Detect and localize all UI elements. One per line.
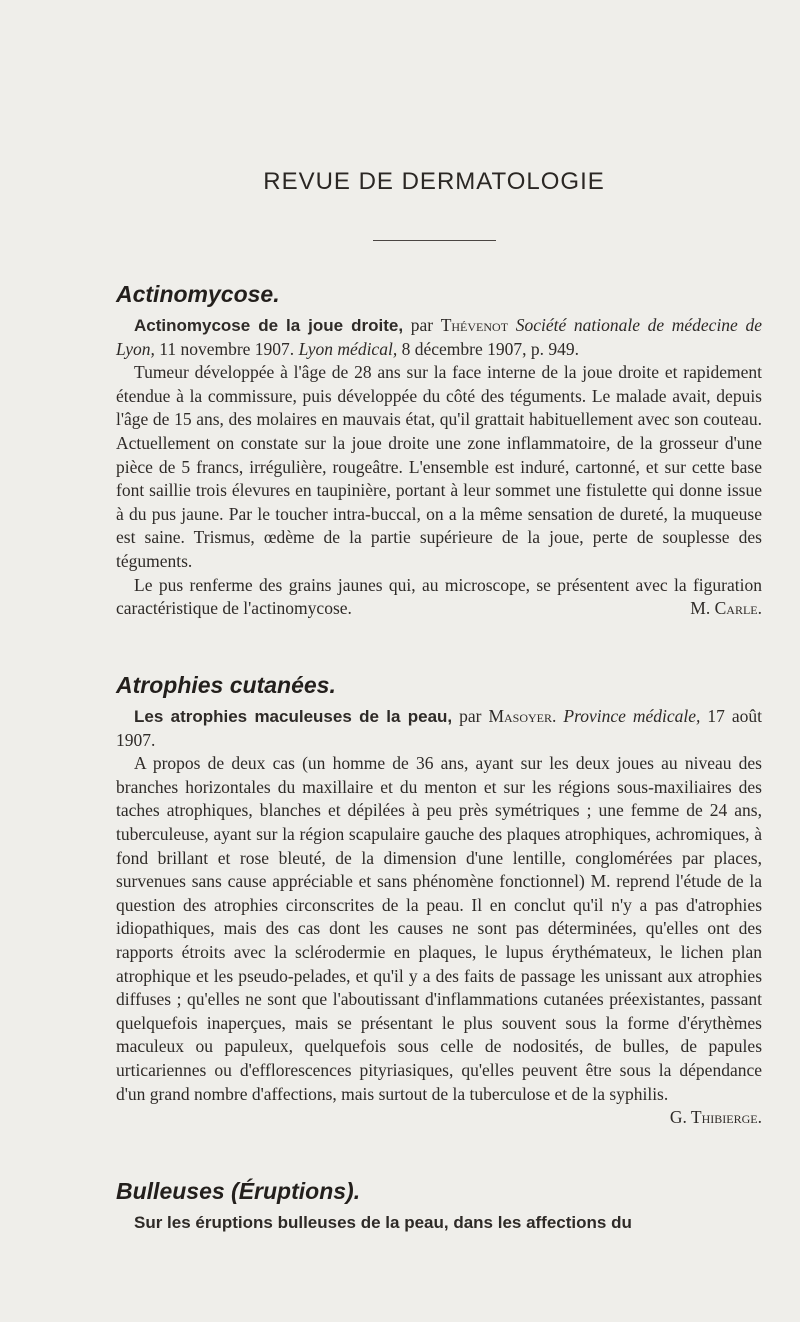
paragraph <box>116 574 762 621</box>
page-title: REVUE DE DERMATOLOGIE <box>263 168 605 195</box>
paragraph-text: A propos de deux cas (un homme de 36 ans, ayant sur les deux joues au niveau des branches horizontales du maxillaire et du menton et sur les régions sous-maxiliaires des taches atrophiques, blanches et dépilées à peu près symétriques ; une femme de 24 ans, tuberculeuse, ayant sur la région scapulaire gauche des plaques atrophiques, achromiques, à fond brillant et rose bleuté, de la dimension d'une lentille, conglomérées par places, survenues sans cause appréciable et sans phénomène fonctionnel) M. reprend l'étude de la question des atrophies circonscrites de la peau. Il en conclut qu'il n'y a pas d'atrophies idiopathiques, mais des cas dont les causes ne sont pas déterminées, qu'elles ont des rapports étroits avec la sclérodermie en plaques, le lupus érythémateux, le lichen plan atrophique et les pseudo-pelades, et qu'il y a des faits de passage les unissant aux atrophies diffuses ; qu'elles ne sont que l'aboutissant d'inflammations cutanées préexistantes, passant quelquefois inaperçues, mais se présentant le plus souvent sous la forme d'érythèmes maculeux ou papuleux, quelquefois sous celle de nodosités, de bulles, de papules urticariennes ou d'efflorescences pityriasiques, qu'elles peuvent être sous la dépendance d'un grand nombre d'affections, mais surtout de la tuberculose et de la syphilis. <box>116 753 762 1104</box>
article-journal: Lyon médical, <box>298 338 398 359</box>
author-signature: G. Thibierge. <box>669 1107 762 1128</box>
section-body-atrophies <box>116 705 762 1130</box>
article-title: Sur les éruptions bulleuses de la peau, dans les affections du <box>134 1213 632 1232</box>
article-citation <box>116 1211 762 1235</box>
article-source: Province médicale, <box>563 706 701 726</box>
section-heading-atrophies: Atrophies cutanées. <box>116 672 336 698</box>
article-title: Actinomycose de la joue droite, <box>134 316 404 335</box>
section-body-actinomycose <box>116 314 762 621</box>
article-date: 11 novembre 1907. <box>154 338 299 359</box>
title-divider <box>373 240 496 241</box>
section-heading-actinomycose: Actinomycose. <box>116 281 280 307</box>
section-body-bulleuses <box>116 1211 762 1235</box>
article-by: par <box>403 315 441 335</box>
article-author: Thévenot <box>440 315 509 335</box>
paragraph: Tumeur développée à l'âge de 28 ans sur la face interne de la joue droite et rapidement étendue à la commissure, puis développée du côté des téguments. Le malade avait, depuis l'âge de 15 ans, des molaires en mauvais état, qu'il grattait habituellement avec son couteau. Actuellement on constate sur la joue droite une zone inflammatoire, de la grosseur d'une pièce de 5 francs, irrégulière, rougeâtre. L'ensemble est induré, cartonné, et sur cette base font saillie trois élevures en taupinière, portant à leur sommet une fistulette qui donne issue à du pus jaune. Par le toucher intra-buccal, on a la même sensation de dureté, la muqueuse est saine. Trismus, œdème de la partie supérieure de la joue, perte de souplesse des téguments. <box>116 362 762 571</box>
paragraph <box>116 752 762 1128</box>
paragraph-text: Le pus renferme des grains jaunes qui, au microscope, se présentent avec la figuration caractéristique de l'actinomycose. <box>116 574 762 619</box>
author-signature: M. Carle. <box>690 598 762 619</box>
article-citation <box>116 705 762 752</box>
article-citation <box>116 314 762 361</box>
article-author: Masoyer. <box>488 706 557 726</box>
article-date: 17 août 1907. <box>116 706 762 750</box>
article-source: Société nationale de médecine de Lyon, <box>116 315 762 359</box>
article-title: Les atrophies maculeuses de la peau, <box>134 707 453 726</box>
section-heading-bulleuses: Bulleuses (Éruptions). <box>116 1178 361 1204</box>
article-journal-date: 8 décembre 1907, p. 949. <box>397 338 579 359</box>
article-by: par <box>452 706 489 726</box>
